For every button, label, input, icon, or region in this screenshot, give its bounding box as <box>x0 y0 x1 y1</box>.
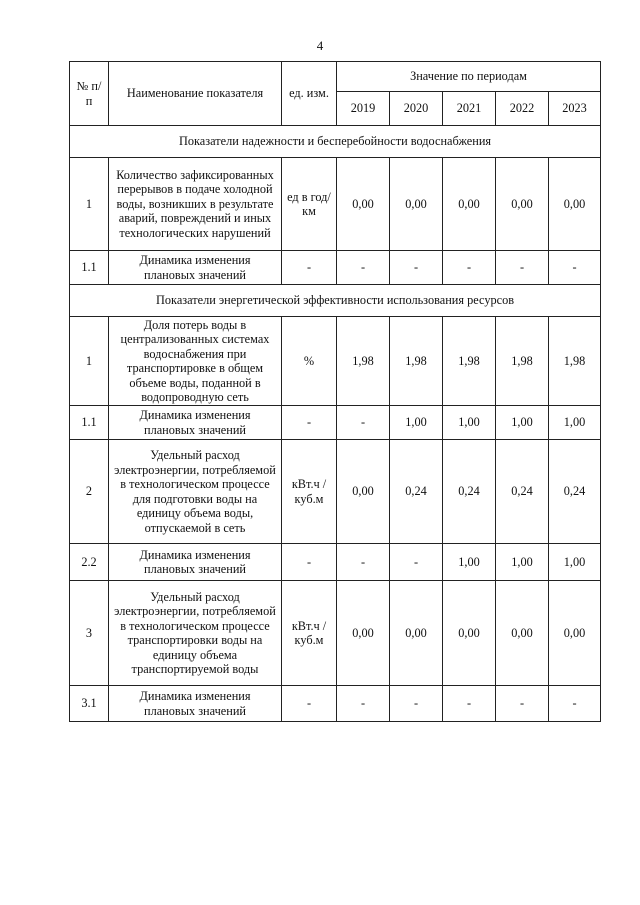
row-unit: ед в год/ км <box>282 158 337 251</box>
row-name: Динамика изменения плановых значений <box>109 251 282 285</box>
row-value: - <box>390 544 443 581</box>
year-2023: 2023 <box>549 92 601 126</box>
row-value: 0,24 <box>443 440 496 544</box>
row-value: 0,00 <box>337 440 390 544</box>
row-value: - <box>337 686 390 722</box>
row-value: 1,98 <box>390 317 443 406</box>
row-value: 0,24 <box>496 440 549 544</box>
year-2020: 2020 <box>390 92 443 126</box>
year-2022: 2022 <box>496 92 549 126</box>
row-num: 1 <box>70 317 109 406</box>
section-title <box>70 126 601 158</box>
row-value: 1,98 <box>496 317 549 406</box>
row-name: Динамика изменения плановых значений <box>109 544 282 581</box>
row-value: 0,00 <box>496 581 549 686</box>
row-value: - <box>337 544 390 581</box>
row-name: Доля потерь воды в централизованных системах водоснабжения при транспортировке в общем объеме воды, поданной в водопроводную сеть <box>109 317 282 406</box>
page-number: 4 <box>316 38 324 53</box>
row-value: 0,00 <box>390 581 443 686</box>
row-name: Динамика изменения плановых значений <box>109 686 282 722</box>
row-value: - <box>496 251 549 285</box>
row-value: 0,00 <box>337 158 390 251</box>
row-value: 0,24 <box>549 440 601 544</box>
table-row <box>70 544 601 581</box>
row-value: 1,98 <box>443 317 496 406</box>
section-title <box>70 285 601 317</box>
row-value: 0,00 <box>390 158 443 251</box>
row-value: 1,00 <box>443 544 496 581</box>
row-value: - <box>549 686 601 722</box>
row-value: 1,98 <box>549 317 601 406</box>
year-2019: 2019 <box>337 92 390 126</box>
header-periods: Значение по периодам <box>337 62 601 92</box>
row-value: 0,00 <box>496 158 549 251</box>
row-name: Удельный расход электроэнергии, потребляемой в технологическом процессе для подготовки воды на единицу объема воды, отпускаемой в сеть <box>109 440 282 544</box>
row-value: 1,00 <box>549 544 601 581</box>
row-unit: - <box>282 686 337 722</box>
row-num: 1.1 <box>70 406 109 440</box>
row-value: - <box>496 686 549 722</box>
table-row <box>70 686 601 722</box>
header-unit: ед. изм. <box>282 62 337 126</box>
row-value: 1,00 <box>549 406 601 440</box>
row-value: 0,00 <box>337 581 390 686</box>
header-num: № п/п <box>70 62 109 126</box>
row-value: 0,00 <box>443 581 496 686</box>
header-name: Наименование показателя <box>109 62 282 126</box>
row-value: 0,00 <box>549 581 601 686</box>
table-row <box>70 251 601 285</box>
row-unit: - <box>282 544 337 581</box>
row-unit: % <box>282 317 337 406</box>
row-unit: кВт.ч / куб.м <box>282 440 337 544</box>
row-value: - <box>443 686 496 722</box>
section-title-row <box>70 285 601 317</box>
row-value: 1,00 <box>496 406 549 440</box>
table-row <box>70 440 601 544</box>
row-value: - <box>390 686 443 722</box>
row-value: - <box>390 251 443 285</box>
row-value: 1,00 <box>390 406 443 440</box>
row-num: 1.1 <box>70 251 109 285</box>
row-num: 1 <box>70 158 109 251</box>
row-num: 3 <box>70 581 109 686</box>
row-name: Количество зафиксированных перерывов в подаче холодной воды, возникших в результате аварий, повреждений и иных технологических нарушений <box>109 158 282 251</box>
row-value: 0,00 <box>549 158 601 251</box>
row-name: Удельный расход электроэнергии, потребляемой в технологическом процессе транспортировки воды на единицу объема транспортируемой воды <box>109 581 282 686</box>
indicators-table <box>69 61 601 722</box>
table-row <box>70 317 601 406</box>
row-unit: - <box>282 251 337 285</box>
table-row <box>70 406 601 440</box>
table-row <box>70 158 601 251</box>
row-value: 1,00 <box>443 406 496 440</box>
table-row <box>70 581 601 686</box>
header-row <box>70 62 601 92</box>
row-num: 2.2 <box>70 544 109 581</box>
row-value: - <box>337 406 390 440</box>
row-value: - <box>337 251 390 285</box>
row-value: 0,00 <box>443 158 496 251</box>
year-2021: 2021 <box>443 92 496 126</box>
section-title-text: Показатели надежности и бесперебойности водоснабжения <box>178 134 492 149</box>
section-title-text: Показатели энергетической эффективности использования ресурсов <box>156 293 515 308</box>
row-num: 2 <box>70 440 109 544</box>
row-num: 3.1 <box>70 686 109 722</box>
row-unit: кВт.ч / куб.м <box>282 581 337 686</box>
section-title-row <box>70 126 601 158</box>
row-name: Динамика изменения плановых значений <box>109 406 282 440</box>
row-value: 1,00 <box>496 544 549 581</box>
row-unit: - <box>282 406 337 440</box>
row-value: 1,98 <box>337 317 390 406</box>
row-value: - <box>443 251 496 285</box>
row-value: - <box>549 251 601 285</box>
row-value: 0,24 <box>390 440 443 544</box>
